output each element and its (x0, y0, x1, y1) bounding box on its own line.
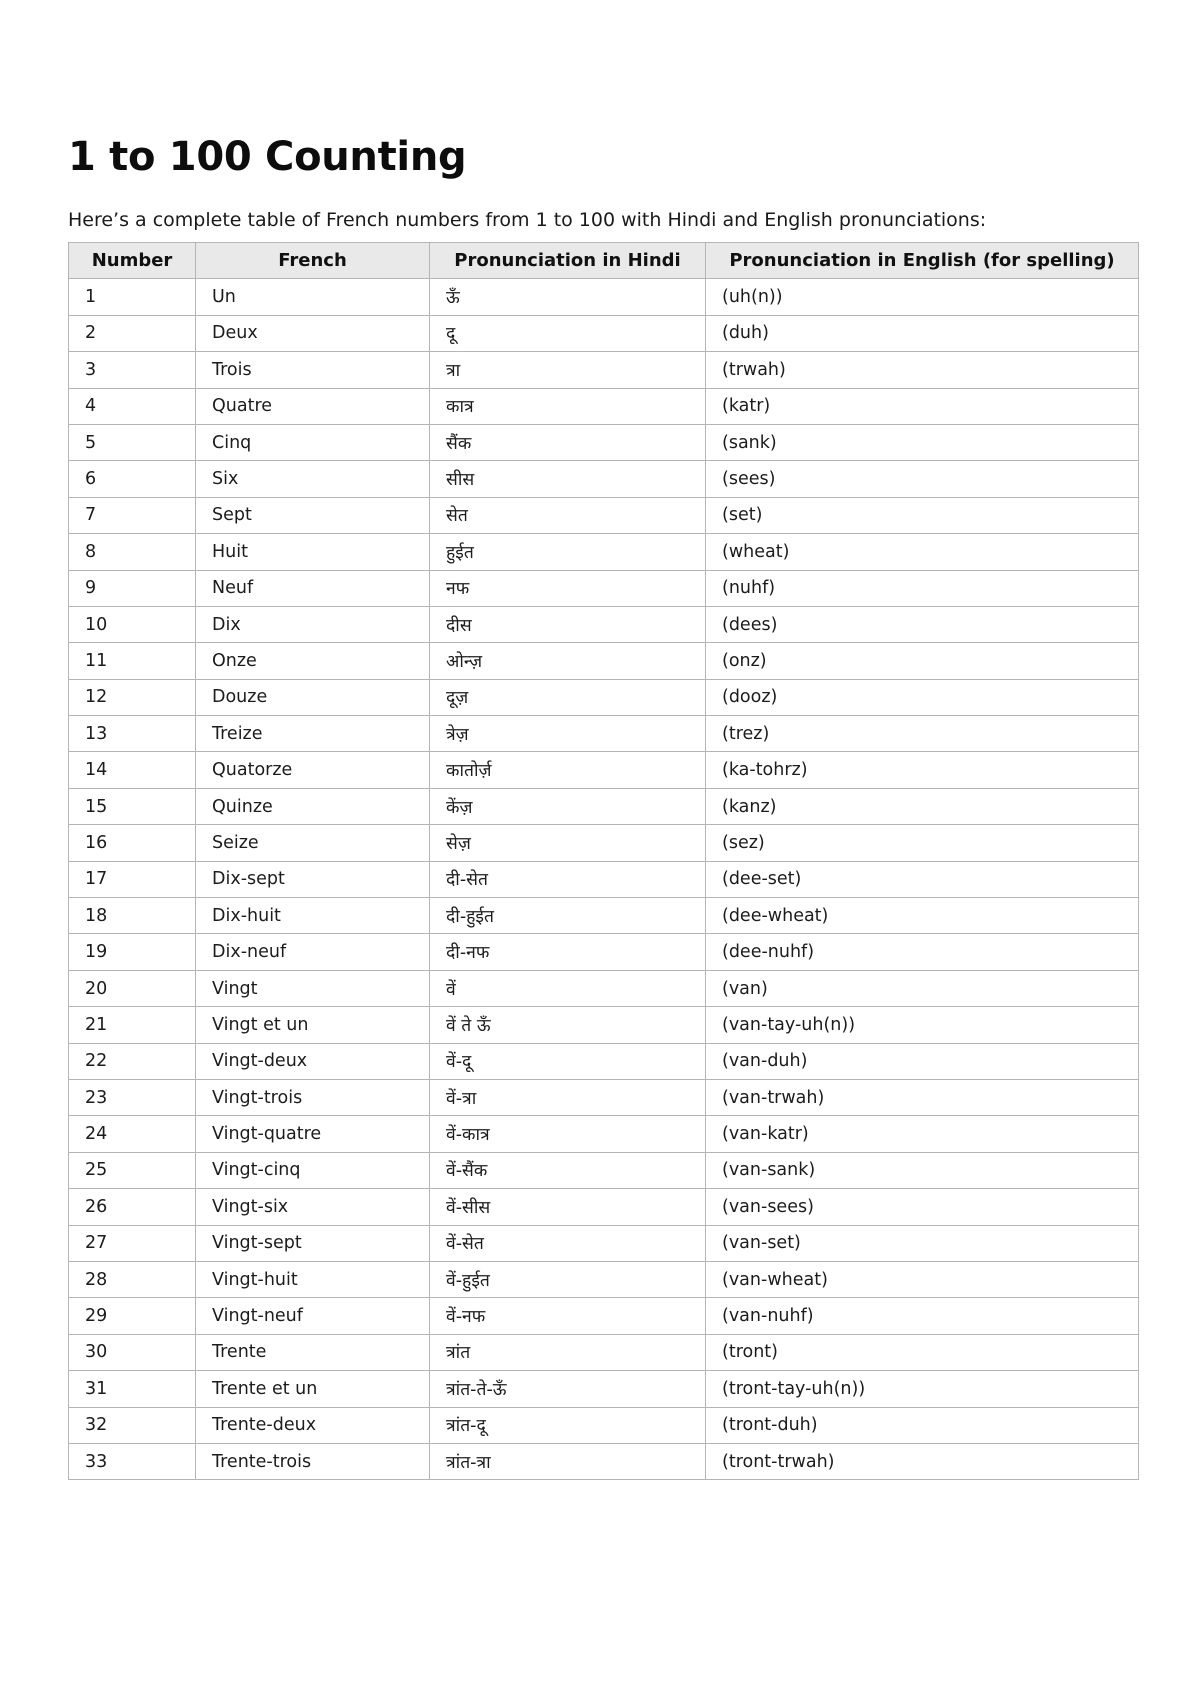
french-cell: Treize (196, 716, 430, 752)
french-cell: Vingt (196, 970, 430, 1006)
number-cell: 4 (69, 388, 196, 424)
hindi-pronunciation-cell: वें-सेत (430, 1225, 706, 1261)
english-pronunciation-cell: (van-katr) (706, 1116, 1139, 1152)
french-cell: Vingt-trois (196, 1079, 430, 1115)
french-cell: Dix-sept (196, 861, 430, 897)
hindi-pronunciation-cell: दूज़ (430, 679, 706, 715)
hindi-pronunciation-cell: वें ते ऊँ (430, 1007, 706, 1043)
french-cell: Trente-trois (196, 1443, 430, 1479)
hindi-pronunciation-cell: त्रांत-दू (430, 1407, 706, 1443)
number-cell: 6 (69, 461, 196, 497)
english-pronunciation-cell: (dee-wheat) (706, 898, 1139, 934)
hindi-pronunciation-cell: दू (430, 315, 706, 351)
table-row (69, 1407, 1139, 1443)
hindi-pronunciation-cell: दी-नफ (430, 934, 706, 970)
english-pronunciation-cell: (sez) (706, 825, 1139, 861)
french-cell: Neuf (196, 570, 430, 606)
hindi-pronunciation-cell: वें-कात्र (430, 1116, 706, 1152)
french-cell: Vingt-neuf (196, 1298, 430, 1334)
page-title: 1 to 100 Counting (68, 134, 467, 180)
table-row (69, 1152, 1139, 1188)
intro-paragraph: Here’s a complete table of French numbers from 1 to 100 with Hindi and English pronunciations: (68, 209, 987, 231)
french-cell: Vingt et un (196, 1007, 430, 1043)
table-row (69, 1189, 1139, 1225)
english-pronunciation-cell: (van-trwah) (706, 1079, 1139, 1115)
english-pronunciation-cell: (tront-tay-uh(n)) (706, 1371, 1139, 1407)
hindi-pronunciation-cell: वें-हुईत (430, 1261, 706, 1297)
french-cell: Cinq (196, 424, 430, 460)
number-cell: 20 (69, 970, 196, 1006)
french-cell: Douze (196, 679, 430, 715)
hindi-pronunciation-cell: सेज़ (430, 825, 706, 861)
hindi-pronunciation-cell: ओन्ज़ (430, 643, 706, 679)
hindi-pronunciation-cell: त्रांत-ते-ऊँ (430, 1371, 706, 1407)
number-cell: 26 (69, 1189, 196, 1225)
header-french: French (196, 243, 430, 279)
english-pronunciation-cell: (wheat) (706, 534, 1139, 570)
french-cell: Dix (196, 606, 430, 642)
french-cell: Vingt-huit (196, 1261, 430, 1297)
number-cell: 1 (69, 279, 196, 315)
english-pronunciation-cell: (onz) (706, 643, 1139, 679)
table-row (69, 861, 1139, 897)
english-pronunciation-cell: (kanz) (706, 788, 1139, 824)
header-hindi-pronunciation: Pronunciation in Hindi (430, 243, 706, 279)
number-cell: 8 (69, 534, 196, 570)
french-cell: Vingt-quatre (196, 1116, 430, 1152)
counting-table (68, 242, 1139, 1480)
hindi-pronunciation-cell: नफ (430, 570, 706, 606)
english-pronunciation-cell: (sees) (706, 461, 1139, 497)
number-cell: 24 (69, 1116, 196, 1152)
english-pronunciation-cell: (duh) (706, 315, 1139, 351)
english-pronunciation-cell: (van-sank) (706, 1152, 1139, 1188)
number-cell: 17 (69, 861, 196, 897)
table-row (69, 934, 1139, 970)
english-pronunciation-cell: (tront-trwah) (706, 1443, 1139, 1479)
hindi-pronunciation-cell: दी-हुईत (430, 898, 706, 934)
french-cell: Vingt-six (196, 1189, 430, 1225)
english-pronunciation-cell: (dooz) (706, 679, 1139, 715)
number-cell: 9 (69, 570, 196, 606)
number-cell: 3 (69, 352, 196, 388)
number-cell: 30 (69, 1334, 196, 1370)
table-row (69, 1116, 1139, 1152)
hindi-pronunciation-cell: त्रांत (430, 1334, 706, 1370)
table-row (69, 1225, 1139, 1261)
table-row (69, 1334, 1139, 1370)
english-pronunciation-cell: (ka-tohrz) (706, 752, 1139, 788)
english-pronunciation-cell: (trwah) (706, 352, 1139, 388)
header-number: Number (69, 243, 196, 279)
number-cell: 15 (69, 788, 196, 824)
table-body (69, 279, 1139, 1480)
french-cell: Quatorze (196, 752, 430, 788)
hindi-pronunciation-cell: सैंक (430, 424, 706, 460)
hindi-pronunciation-cell: त्रेज़ (430, 716, 706, 752)
table-row (69, 424, 1139, 460)
french-cell: Vingt-sept (196, 1225, 430, 1261)
number-cell: 7 (69, 497, 196, 533)
number-cell: 23 (69, 1079, 196, 1115)
hindi-pronunciation-cell: वें-सीस (430, 1189, 706, 1225)
table-row (69, 1079, 1139, 1115)
english-pronunciation-cell: (van-sees) (706, 1189, 1139, 1225)
table-row (69, 534, 1139, 570)
french-cell: Trente (196, 1334, 430, 1370)
number-cell: 29 (69, 1298, 196, 1334)
table-row (69, 570, 1139, 606)
english-pronunciation-cell: (trez) (706, 716, 1139, 752)
table-row (69, 1298, 1139, 1334)
french-cell: Vingt-deux (196, 1043, 430, 1079)
table-row (69, 497, 1139, 533)
french-cell: Seize (196, 825, 430, 861)
number-cell: 13 (69, 716, 196, 752)
number-cell: 10 (69, 606, 196, 642)
english-pronunciation-cell: (tront) (706, 1334, 1139, 1370)
number-cell: 11 (69, 643, 196, 679)
number-cell: 32 (69, 1407, 196, 1443)
document-page (68, 130, 1138, 1480)
table-row (69, 788, 1139, 824)
hindi-pronunciation-cell: वें-दू (430, 1043, 706, 1079)
number-cell: 12 (69, 679, 196, 715)
hindi-pronunciation-cell: वें-नफ (430, 1298, 706, 1334)
number-cell: 18 (69, 898, 196, 934)
table-row (69, 315, 1139, 351)
table-row (69, 643, 1139, 679)
table-row (69, 898, 1139, 934)
number-cell: 5 (69, 424, 196, 460)
table-row (69, 461, 1139, 497)
number-cell: 22 (69, 1043, 196, 1079)
hindi-pronunciation-cell: त्रा (430, 352, 706, 388)
english-pronunciation-cell: (dee-set) (706, 861, 1139, 897)
hindi-pronunciation-cell: हुईत (430, 534, 706, 570)
table-row (69, 679, 1139, 715)
table-row (69, 970, 1139, 1006)
hindi-pronunciation-cell: दी-सेत (430, 861, 706, 897)
french-cell: Un (196, 279, 430, 315)
english-pronunciation-cell: (van) (706, 970, 1139, 1006)
english-pronunciation-cell: (set) (706, 497, 1139, 533)
number-cell: 19 (69, 934, 196, 970)
hindi-pronunciation-cell: केंज़ (430, 788, 706, 824)
french-cell: Deux (196, 315, 430, 351)
english-pronunciation-cell: (dee-nuhf) (706, 934, 1139, 970)
hindi-pronunciation-cell: वें-त्रा (430, 1079, 706, 1115)
french-cell: Six (196, 461, 430, 497)
table-row (69, 1371, 1139, 1407)
number-cell: 31 (69, 1371, 196, 1407)
table-row (69, 1007, 1139, 1043)
french-cell: Huit (196, 534, 430, 570)
table-row (69, 825, 1139, 861)
number-cell: 27 (69, 1225, 196, 1261)
hindi-pronunciation-cell: सेत (430, 497, 706, 533)
french-cell: Dix-neuf (196, 934, 430, 970)
table-header-row (69, 243, 1139, 279)
english-pronunciation-cell: (katr) (706, 388, 1139, 424)
number-cell: 25 (69, 1152, 196, 1188)
hindi-pronunciation-cell: त्रांत-त्रा (430, 1443, 706, 1479)
hindi-pronunciation-cell: ऊँ (430, 279, 706, 315)
table-row (69, 1261, 1139, 1297)
hindi-pronunciation-cell: दीस (430, 606, 706, 642)
english-pronunciation-cell: (sank) (706, 424, 1139, 460)
french-cell: Quinze (196, 788, 430, 824)
french-cell: Sept (196, 497, 430, 533)
english-pronunciation-cell: (tront-duh) (706, 1407, 1139, 1443)
english-pronunciation-cell: (van-tay-uh(n)) (706, 1007, 1139, 1043)
french-cell: Dix-huit (196, 898, 430, 934)
french-cell: Trente-deux (196, 1407, 430, 1443)
english-pronunciation-cell: (nuhf) (706, 570, 1139, 606)
table-row (69, 1043, 1139, 1079)
table-row (69, 1443, 1139, 1479)
number-cell: 33 (69, 1443, 196, 1479)
hindi-pronunciation-cell: वें (430, 970, 706, 1006)
table-row (69, 606, 1139, 642)
english-pronunciation-cell: (van-set) (706, 1225, 1139, 1261)
table-row (69, 716, 1139, 752)
french-cell: Quatre (196, 388, 430, 424)
number-cell: 2 (69, 315, 196, 351)
hindi-pronunciation-cell: कातोर्ज़ (430, 752, 706, 788)
french-cell: Trente et un (196, 1371, 430, 1407)
table-row (69, 388, 1139, 424)
table-row (69, 279, 1139, 315)
number-cell: 28 (69, 1261, 196, 1297)
number-cell: 16 (69, 825, 196, 861)
hindi-pronunciation-cell: सीस (430, 461, 706, 497)
english-pronunciation-cell: (uh(n)) (706, 279, 1139, 315)
hindi-pronunciation-cell: कात्र (430, 388, 706, 424)
table-row (69, 752, 1139, 788)
english-pronunciation-cell: (van-duh) (706, 1043, 1139, 1079)
english-pronunciation-cell: (van-wheat) (706, 1261, 1139, 1297)
number-cell: 21 (69, 1007, 196, 1043)
english-pronunciation-cell: (van-nuhf) (706, 1298, 1139, 1334)
french-cell: Vingt-cinq (196, 1152, 430, 1188)
french-cell: Onze (196, 643, 430, 679)
french-cell: Trois (196, 352, 430, 388)
header-english-pronunciation: Pronunciation in English (for spelling) (706, 243, 1139, 279)
table-row (69, 352, 1139, 388)
english-pronunciation-cell: (dees) (706, 606, 1139, 642)
hindi-pronunciation-cell: वें-सैंक (430, 1152, 706, 1188)
number-cell: 14 (69, 752, 196, 788)
